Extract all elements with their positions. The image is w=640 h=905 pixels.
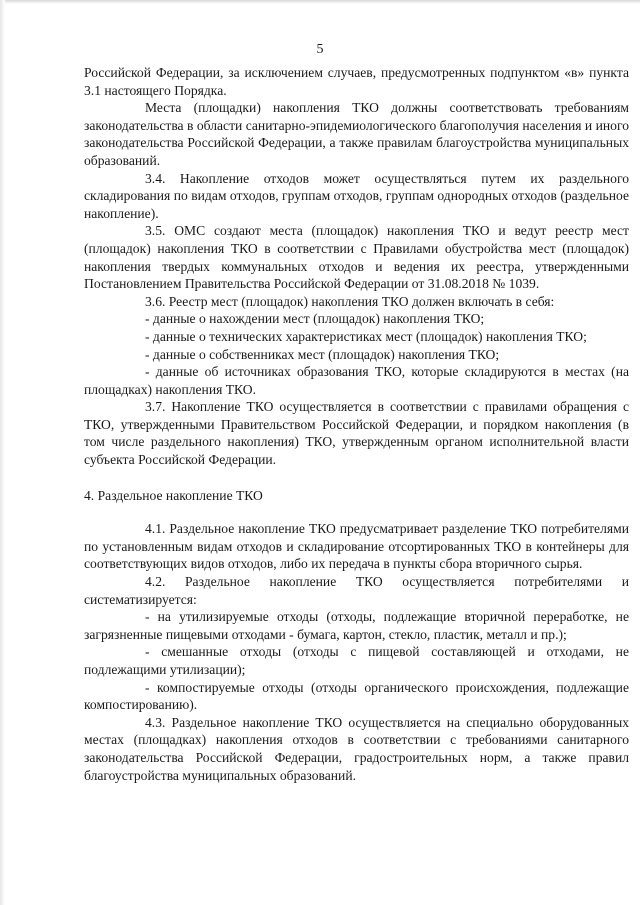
list-item: - данные об источниках образования ТКО, которые складируются в местах (на площадках) накопления ТКО. xyxy=(84,364,629,397)
paragraph-continuation: Российской Федерации, за исключением случаев, предусмотренных подпунктом «в» пункта 3.1 настоящего Порядка. xyxy=(84,65,629,98)
list-item: - компостируемые отходы (отходы органического происхождения, подлежащие компостированию). xyxy=(84,679,629,713)
list-item: - данные о собственниках мест (площадок) накопления ТКО; xyxy=(145,346,500,362)
clause-4-3: 4.3. Раздельное накопление ТКО осуществляется на специально оборудованных местах (площадках) накопления отходов в соответствии с требованиями санитарного законодательства Российской Федерации, градостроительных норм, а также правил благоустройства муниципальных образований. xyxy=(84,714,629,783)
paragraph: Места (площадки) накопления ТКО должны соответствовать требованиям законодательства в области санитарно-эпидемиологического благополучия населения и иного законодательства Российской Федерации, а также правилам благоустройства муниципальных образований. xyxy=(84,100,629,168)
clause-4-1: 4.1. Раздельное накопление ТКО предусматривает разделение ТКО потребителями по установленным видам отходов и складирование отсортированных ТКО в контейнеры для соответствующих видов отходов, либо их передача в пункты сбора вторичного сырья. xyxy=(84,521,629,572)
clause-3-4: 3.4. Накопление отходов может осуществляться путем их раздельного складирования по видам отходов, группам отходов, группам однородных отходов (раздельное накопление). xyxy=(84,170,629,221)
section-heading: 4. Раздельное накопление ТКО xyxy=(84,487,263,503)
list-item: - данные о технических характеристиках мест (площадок) накопления ТКО; xyxy=(145,328,587,344)
clause-3-7: 3.7. Накопление ТКО осуществляется в соответствии с правилами обращения с ТКО, утвержденными Правительством Российской Федерации, и порядком накопления (в том числе раздельного накопления) ТКО, утвержденным органом исполнительной власти субъекта Российской Федерации. xyxy=(84,399,629,468)
clause-3-5: 3.5. ОМС создают места (площадок) накопления ТКО и ведут реестр мест (площадок) накопления ТКО в соответствии с Правилами обустройства мест (площадок) накопления твердых коммунальных отходов и ведения их реестра, утвержденными Постановлением Правительства Российской Федерации от 31.08.2018 № 1039. xyxy=(84,223,629,292)
clause-4-2: 4.2. Раздельное накопление ТКО осуществляется потребителями и систематизируется: xyxy=(84,574,629,607)
list-item: - данные о нахождении мест (площадок) накопления ТКО; xyxy=(145,311,485,327)
list-item: - смешанные отходы (отходы с пищевой составляющей и отходами, не подлежащими утилизации); xyxy=(84,644,629,677)
clause-3-6: 3.6. Реестр мест (площадок) накопления ТКО должен включать в себя: xyxy=(145,293,555,309)
scan-edge-top xyxy=(0,0,640,4)
page-number: 5 xyxy=(316,42,324,57)
list-item: - на утилизируемые отходы (отходы, подлежащие вторичной переработке, не загрязненные пищевыми отходами - бумага, картон, стекло, пластик, металл и пр.); xyxy=(84,609,629,642)
scan-edge-left xyxy=(0,0,5,905)
document-body xyxy=(84,64,629,784)
